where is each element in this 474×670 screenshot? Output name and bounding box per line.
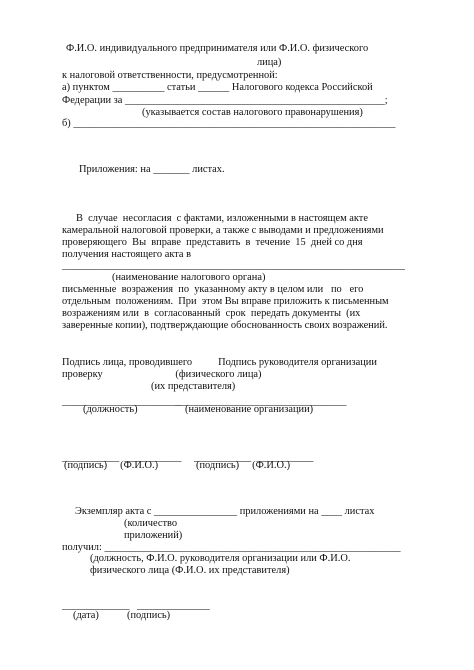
head-signature-underline: ___________ ___________ xyxy=(194,452,314,463)
liability-line-2: а) пунктом __________ статьи ______ Налогового кодекса Российской xyxy=(62,82,373,93)
copy-line-2: (количество xyxy=(124,518,178,529)
position-underline: _______________________ xyxy=(62,396,182,407)
position-caption: (должность) xyxy=(83,404,138,415)
organization-caption: (наименование организации) xyxy=(185,404,314,415)
disagreement-line-4: получения настоящего акта в xyxy=(62,249,192,260)
organization-underline: _________________________________ xyxy=(175,396,347,407)
disagreement-line-6: (наименование налогового органа) xyxy=(112,272,266,283)
copy-line-4: получил: _________________________________________________________ xyxy=(62,542,401,553)
date-underline: _____________ xyxy=(62,600,130,611)
copy-line-1: Экземпляр акта с ________________ приложениями на ____ листах xyxy=(75,506,375,517)
liability-line-1: к налоговой ответственности, предусмотренной: xyxy=(62,70,278,81)
liability-line-3: Федерации за __________________________________________________; xyxy=(62,95,388,106)
disagreement-line-8: отдельным положениям. При этом Вы вправе приложить к письменным xyxy=(62,296,389,307)
disagreement-line-7: письменные возражения по указанному акту в целом или по его xyxy=(62,284,364,295)
disagreement-line-2: камеральной налоговой проверки, а также с выводами и предложениями xyxy=(62,225,384,236)
liability-line-4: (указывается состав налогового правонарушения) xyxy=(142,107,363,118)
disagreement-line-9: возражениям или в согласованный срок передать документы (их xyxy=(62,308,361,319)
inspector-signature-underline: ___________ ___________ xyxy=(62,452,182,463)
disagreement-line-10: заверенные копии), подтверждающие обоснованность своих возражений. xyxy=(62,320,388,331)
disagreement-line-1: В случае несогласия с фактами, изложенными в настоящем акте xyxy=(76,213,368,224)
inspector-signature-caption: (подпись) (Ф.И.О.) xyxy=(64,460,159,471)
header-line-2: лица) xyxy=(257,57,282,68)
signatures-line-3: (их представителя) xyxy=(151,381,236,392)
disagreement-line-5: __________________________________________________________________ xyxy=(62,260,405,271)
receiver-signature-underline: ______________ xyxy=(137,600,210,611)
attachments-line: Приложения: на _______ листах. xyxy=(79,164,225,175)
copy-line-3: приложений) xyxy=(124,530,183,541)
liability-line-5: б) ______________________________________________________________ xyxy=(62,118,396,129)
date-caption: (дата) xyxy=(73,610,99,621)
copy-line-5: (должность, Ф.И.О. руководителя организации или Ф.И.О. xyxy=(90,553,351,564)
receiver-signature-caption: (подпись) xyxy=(127,610,171,621)
disagreement-line-3: проверяющего Вы вправе представить в течение 15 дней со дня xyxy=(62,237,363,248)
copy-line-6: физического лица (Ф.И.О. их представителя) xyxy=(90,565,290,576)
signatures-line-1: Подпись лица, проводившего Подпись руководителя организации xyxy=(62,357,377,368)
header-line-1: Ф.И.О. индивидуального предпринимателя или Ф.И.О. физического xyxy=(66,43,369,54)
signatures-line-2: проверку (физического лица) xyxy=(62,369,262,380)
head-signature-caption: (подпись) (Ф.И.О.) xyxy=(196,460,291,471)
